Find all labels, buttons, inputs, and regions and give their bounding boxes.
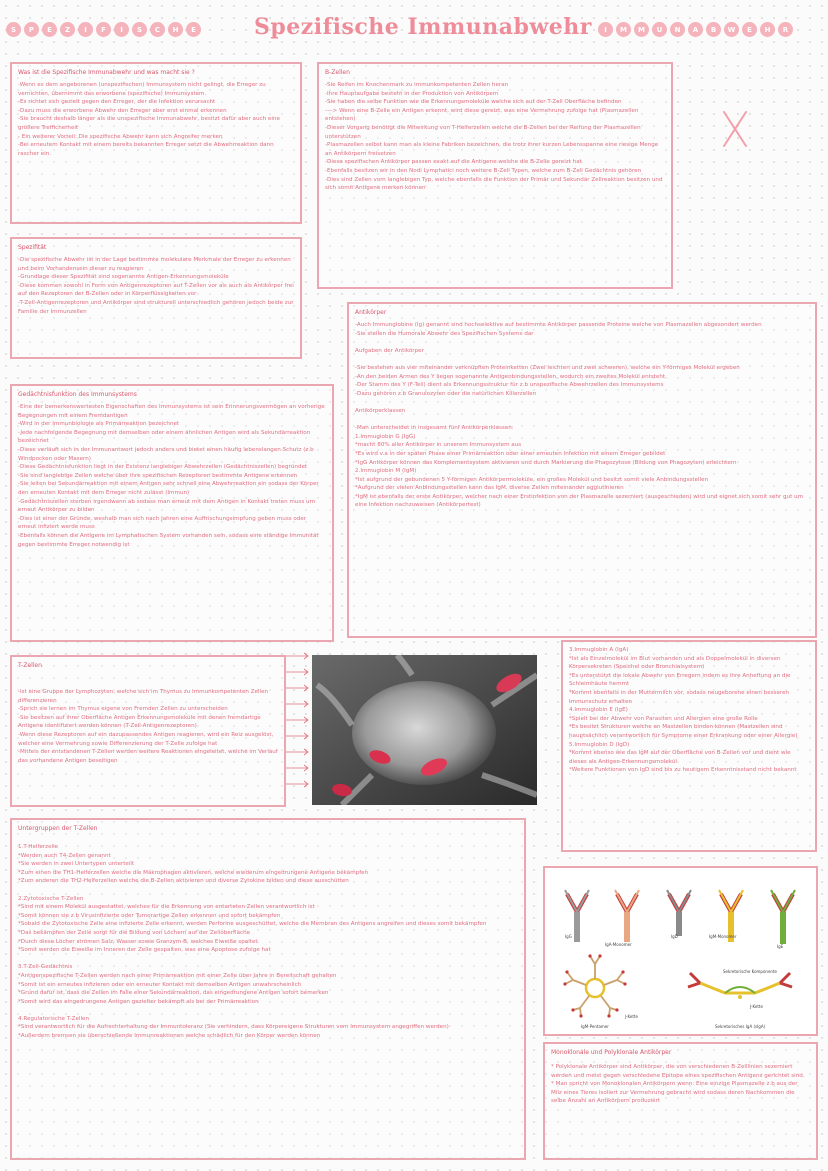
gedaechtnis-heading: Gedächtnisfunktion des Immunsystems <box>18 391 137 398</box>
igm-pentamer-icon <box>563 954 626 1017</box>
tcell-micrograph <box>312 655 537 805</box>
header-letter-bubble: M <box>634 22 649 37</box>
iga-monomer-icon <box>615 890 639 942</box>
header-letter-bubble: R <box>778 22 793 37</box>
untergruppen-text: 1.T-Helferzelle *Werden auch T4-Zellen genannt *Sie werden in zwei Untertypen unterteilt *Zum einen die TH1-Helferzellen welche die Makrophagen aktivieren, welche wiederum eingedrungene Antigene bekämpfen *Zum anderen die TH2-Helferzellen welche die B-Zellen aktivieren und diverse Zytokine bilden und diese ausschütten 2.Zytotoxische T-Zellen *Sind mit einem Molekül ausgestattet, welches für die Erkennung von entarteten Zellen verantwortlich ist *Somit können sie z.b Virusinfizierte oder Tumorartige Zellen erkennen und sofort bekämpfen *Sobald die Zytotoxische Zelle eine infizierte Zelle erkennt, werden Perforine ausgeschüttet, welche die Membran des Antigens angreifen und dieses somit bekämpfen *Das bekämpfen der Zelle sorgt für die Bildung von Löchern auf der Zelloberfläche *Durch diese Löcher strömen Salz, Wasser sowie Granzym-B, welches Eiweiße spaltet *Somit werden die Eiweiße im Inneren der Zelle gespalten, was eine Apoptose zufolge hat 3.T-Zell-Gedächtnis *Antigenspezifische T-Zellen werden nach einer Primärreaktion mit einer Zelle über Jahre in Bereitschaft gehalten *Somit ist ein erneutes infizieren oder ein erneuter Kontakt mit demselben Antigen unwahrscheinlich *Grund dafür ist, dass die Zellen im Falle einer Sekundärreaktion, das eingedrungene Antigen sofort bemerken *Somit wird das eingedrungene Antigen gezielter bekämpft als bei der Primärreaktion 4.Regulatorische T-Zellen *Sind verantwortlich für die Aufrechterhaltung der Immuntoleranz (Sie verhindern, dass Körpereigene Strukturen vom Immunsystem angegriffen werden) *Außerdem bremsen sie überschießende Immunreaktionen welche schädlich für den Körper werden können <box>18 844 487 1040</box>
header-letter-bubble: Z <box>60 22 75 37</box>
spezifitaet-text: -Die spezifische Abwehr ist in der Lage bestimmte molekulare Merkmale der Erreger zu erkennen und beim Vorhandensein dieser zu reagieren -Grundlage dieser Spezifität sind sogenannte Antigen-Erkennungsmoleküle -Diese kommen sowohl in Form von Antigenrezeptoren auf T-Zellen vor als auch als Antikörper frei auf den Rezeptoren der B-Zellen oder in Körperflüssigkeiten vor -T-Zell-Antigenrezeptoren und Antikörper sind strukturell unterschiedlich gehören jedoch beide zur Familie der Immunzellen <box>18 257 294 315</box>
gedaechtnis-text: -Eine der bemerkenswertesten Eigenschaften des Immunsystems ist sein Erinnerungsvermögen an vorherige Begegnungen mit einem Fremdantigen -Wird in der Immunbiologie als Primärreaktion bezeichnet -Jede nachfolgende Begegnung mit demselben oder einem ähnlichen Antigen wird als Sekundärreaktion bezeichnet -Diese verläuft sich in der Immunantwort jedoch anders und bietet einen häufig lebenslangen Schutz (z.b Windpocken oder Masern) -Diese Gedächtnisfunktion liegt in der Existenz langlebiger Abwehrzellen (Gedächtniszellen) begründet -Sie sind langlebige Zellen welche über ihre spezifischen Rezeptoren bestimmte Antigene erkennen -Sie leiten bei Sekundärreaktion mit einem Antigen sehr schnell eine Abwehrreaktion ein sodass der Körper den erneuten Kontakt mit dem Erreger nicht zulässt (Immun) -Gedächtniszellen sterben irgendwann ab sodass man erneut mit dem Antigen in Kontakt treten muss um erneut Antikörper zu bilden -Dies ist einer der Gründe, weshalb man sich nach Jahren eine Auffrischungsimpfung geben muss oder erneut infiziert werde muss -Ebenfalls können die Antigene im Lymphatischen System vorhanden sein, sodass eine ständige Immunität gegen bestimmte Erreger notwendig ist <box>18 404 325 548</box>
header-letter-bubble: H <box>168 22 183 37</box>
header-letter-bubble: S <box>6 22 21 37</box>
intro-text: -Wenn es dem angeborenen (unspezifischen) Immunsystem nicht gelingt, die Erreger zu vernichten, übernimmt das erworbene (spezifische) Immunsystem. -Es richtet sich gezielt gegen den Erreger, der die Infektion verursacht -Dazu muss die erworbene Abwehr den Erreger aber erst einmal erkennen -Sie braucht deshalb länger als die unspezifische Immunabwehr, besitzt dafür aber auch eine größere Trefficherheit - Ein weiterer Vorteil: Die spezifische Abwehr kann sich Angreifer merken -Bei erneutem Kontakt mit einem bereits bekannten Erreger setzt die Abwehrreaktion dann rascher ein. <box>18 82 280 157</box>
untergruppen-box <box>10 818 526 1160</box>
header-letter-bubble: P <box>24 22 39 37</box>
header-letter-bubble: C <box>150 22 165 37</box>
intro-heading: Was ist die Spezifische Immunabwehr und was macht sie ? <box>18 69 195 76</box>
label-igd: IgD <box>671 934 678 939</box>
header-letter-bubble: E <box>42 22 57 37</box>
header-letter-bubble: E <box>742 22 757 37</box>
untergruppen-heading: Untergruppen der T-Zellen <box>18 825 98 832</box>
header-letter-bubble: H <box>760 22 775 37</box>
antikoerper-heading: Antikörper <box>355 309 387 316</box>
header-letter-bubble: I <box>114 22 129 37</box>
label-sekretorische-komponente: Sekretorische Komponente <box>723 969 777 974</box>
label-jkette-siga: J-Kette <box>750 1004 763 1009</box>
header-letter-bubble: F <box>96 22 111 37</box>
header-letters-right <box>598 22 793 37</box>
label-igg: IgG <box>565 934 572 939</box>
header-letter-bubble: I <box>598 22 613 37</box>
label-ige: IgE <box>777 944 784 949</box>
bzellen-box <box>317 62 673 289</box>
tzellen-heading: T-Zellen <box>18 662 42 669</box>
antikoerperklassen-text: 3.Immuglobin A (IgA) *Ist als Einzelmolekül im Blut vorhanden und als Doppelmolekül in diversen Körpersekreten (Speichel oder Bronchialsystem) *Es unterstützt die lokale Abwehr von Erregern indem es ihre Anheftung an die Schleimhäute hemmt *Kommt ebenfalls in der Muttermilch vor, sodass neugeborene einen besseren Immunschutz erhalten 4.Immuglobin E (IgE) *Spielt bei der Abwehr von Parasiten und Allergien eine große Rolle *Es besitzt Strukturen welche an Mastzellen binden können (Mastzellen sind hauptsächlich verantwortlich für Symptome einer Erkrankung oder einer Allergie) 5.Immuglobin D (IgD) *Kommt ebenso wie das IgM auf der Oberfläche von B-Zellen vor und dient wie dieses als Antigen-Erkennungsmolekül *Weitere Funktionen von IgD sind bis zu heutigem Erkenntnisstand nicht bekannt <box>569 647 798 774</box>
gedaechtnis-box <box>10 384 334 642</box>
ige-antibody-icon <box>771 890 795 944</box>
igd-antibody-icon <box>667 890 691 936</box>
antikoerper-text: -Auch Immunglobine (Ig) genannt sind hochselektive auf bestimmte Antikörper passende Proteine welche von Plasmazellen abgesondert werden -Sie stellen die Humorale Abwehr des Spezifischen Systems dar Aufgaben der Antikörper -Sie bestehen aus vier miteinander verknüpften Proteinketten (Zwei leichten und zwei schweren), welche ein Y-förmiges Molekül ergeben -An den beiden Armen des Y liegen sogenannte Antigenbindungsstellen, wodurch ein zweites Molekül entsteht -Der Stamm des Y (F-Teil) dient als Erkennungsstruktur für z.b unspezifische Abwehrzellen des Immunsystems -Dazu gehören z.b Granulozyten oder die natürlichen Killerzellen Antikörperklassen -Man unterscheidet in insgesamt fünf Antikörperklassen: 1.Immuglobin G (IgG) *macht 80% aller Antikörper in unserem Immunsystem aus *Es wird v.a in der späten Phase einer Primärreaktion oder einer erneuten Infektion mit einem Erreger gebildet *IgG Antikörper können das Komplementsystem aktivieren und durch Markierung die Phagozytose (Bildung von Phagozyten) erleichtern 2.Immuglobin M (IgM) *Ist aufgrund der gebundenen 5 Y-förmigen Antikörpermoleküle, ein großes Molekül und besitzt somit viele Anbindungsstellen *Aufgrund der vielen Anbindungsstellen kann das IgM, diverse Zellen miteinander agglutinieren *IgM ist ebenfalls der erste Antikörper, welcher nach einer Erstinfektion von der Plasmazelle sezerniert (ausgeschieden) wird und eignet sich somit sehr gut um eine Infektion nachzuweisen (Antikörpertest) <box>355 322 804 509</box>
page-title: Spezifische Immunabwehr <box>254 14 592 40</box>
bzellen-text: -Sie Reifen im Knochenmark zu immunkompetenten Zellen heran -Ihre Hauptaufgabe besteht in der Produktion von Antikörpern -Sie haben die selbe Funktion wie die Erkennungsmoleküle welche sich auf der T-Zell Oberfläche befinden -—> Wenn eine B-Zelle ein Antigen erkennt, wird diese gereizt, was eine Vermehrung zufolge hat (Plasmazellen entstehen) -Dieser Vorgang benötigt die Mitwirkung von T-Helferzellen welche die B-Zellen bei der Reifung der Plasmazellen unterstützen -Plasmazellen selbst kann man als kleine Fabriken bezeichnen, die trotz ihrer kurzen Lebensspanne eine riesige Menge an Antikörpern freisetzen -Diese spezifischen Antikörper passen exakt auf die Antigene welche die B-Zelle gereizt hat -Ebenfalls besitzen wir in den Nodi Lymphatici noch weitere B-Zell Typen, welche zum B-Zell Gedächtnis gehören -Dies sind Zellen vom langlebigen Typ, welche ebenfalls die Funktion der Primär und Sekundär Zellreaktion besitzen und sich somit Antigene merken können <box>325 82 663 192</box>
arrow-group-icon <box>284 652 312 792</box>
antibody-class-diagram <box>543 866 818 1036</box>
header-letter-bubble: W <box>724 22 739 37</box>
antikoerperklassen-box <box>561 640 817 852</box>
header-letters-left <box>6 22 201 37</box>
cross-decoration-icon <box>720 108 750 150</box>
spezifitaet-heading: Spezifität <box>18 244 47 251</box>
header-letter-bubble: N <box>670 22 685 37</box>
antikoerper-box <box>347 302 817 638</box>
label-iga-monomer: IgA-Monomer <box>605 942 632 947</box>
header-letter-bubble: E <box>186 22 201 37</box>
label-jkette-pentamer: J-Kette <box>625 1014 638 1019</box>
bzellen-heading: B-Zellen <box>325 69 350 76</box>
secretory-iga-icon <box>688 973 792 999</box>
header-letter-bubble: A <box>688 22 703 37</box>
monoklonal-box <box>543 1042 818 1160</box>
tzellen-box <box>10 655 286 807</box>
header-letter-bubble: I <box>78 22 93 37</box>
tzellen-text: -Ist eine Gruppe der Lymphozyten, welche sich im Thymus zu Immunkompetenten Zellen differenzieren -Sprich sie lernen im Thymus eigene von Fremden Zellen zu unterscheiden -Sie besitzen auf ihrer Oberfläche Antigen Erkennungsmoleküle mit denen fremdartige Antigene identifiziert werden können (T-Zell-Antigenrezeptoren) -Wenn diese Rezeptoren auf ein dazupassendes Antigen reagieren, wird ein Reiz ausgelöst, welcher eine Vermehrung sowie Differenzierung der T-Zelle zufolge hat -Mittels der entstandenen T-Zellen werden weitere Reaktionen eingeleitet, welche im Verlauf das vorhandene Antigen beseitigen <box>18 689 278 764</box>
spezifitaet-box <box>10 237 302 359</box>
label-sekretorisches-iga: Sekretorisches IgA (sIgA) <box>715 1024 766 1029</box>
header-letter-bubble: B <box>706 22 721 37</box>
intro-box <box>10 62 302 224</box>
label-igm-pentamer: IgM-Pentamer <box>581 1024 609 1029</box>
header-letter-bubble: U <box>652 22 667 37</box>
monoklonal-text: * Polyklonale Antikörper sind Antikörper, die von verschiedenen B-Zelllinien sezerniert werden und meist gegen verschiedene Epitope eines spezifischen Antigens gerichtet sind. * Man spricht von Monoklonalen Antikörpern wenn: Eine einzige Plasmazelle z.b aus der Milz eines Tieres isoliert zur Vermehrung gebracht wird sodass deren Nachkommen die selbe Anzahl an Antikörpern produziert <box>551 1064 805 1105</box>
label-igm-monomer: IgM-Monomer <box>709 934 737 939</box>
header-letter-bubble: M <box>616 22 631 37</box>
header-letter-bubble: S <box>132 22 147 37</box>
monoklonal-heading: Monoklonale und Polyklonale Antikörper <box>551 1049 672 1056</box>
